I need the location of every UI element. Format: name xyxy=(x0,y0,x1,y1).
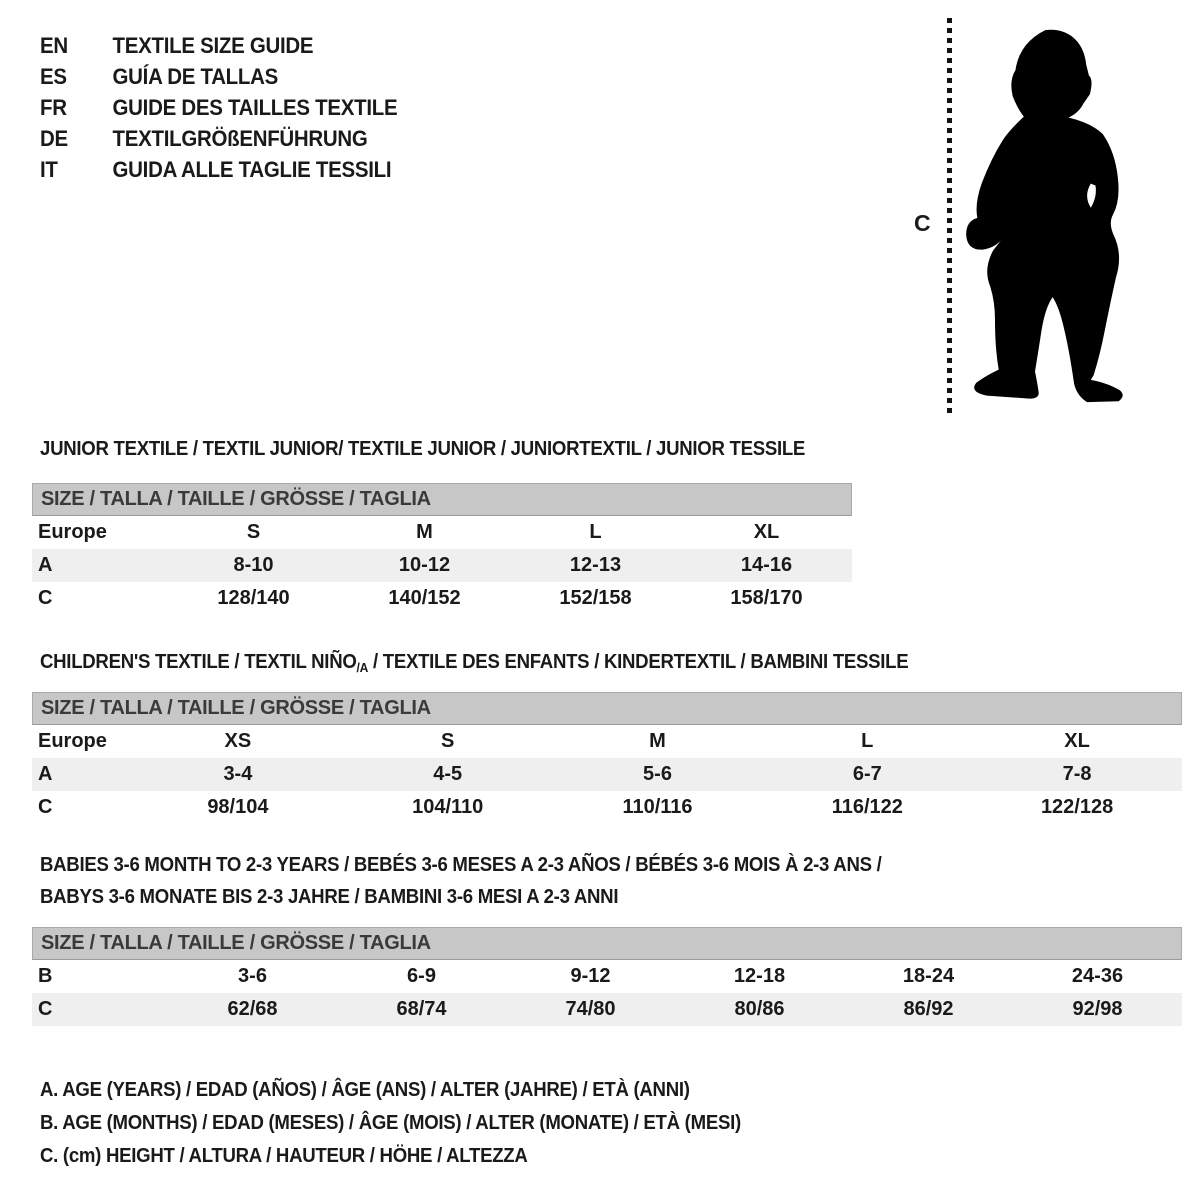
size-cell: 98/104 xyxy=(207,796,269,818)
size-cell: 86/92 xyxy=(903,998,954,1020)
size-column-header: XL xyxy=(753,521,780,543)
size-cell: 4-5 xyxy=(433,763,463,785)
size-cell: 12-18 xyxy=(733,965,786,987)
language-row-de xyxy=(40,123,397,154)
size-cell: 62/68 xyxy=(227,998,278,1020)
size-cell: 5-6 xyxy=(643,763,672,785)
language-title: GUÍA DE TALLAS xyxy=(112,64,278,89)
language-code: DE xyxy=(40,126,68,151)
legend-line-b: B. AGE (MONTHS) / EDAD (MESES) / ÂGE (MOIS) / ALTER (MONATE) / ETÀ (MESI) xyxy=(40,1112,741,1134)
table-row xyxy=(32,960,1182,993)
size-cell: 152/158 xyxy=(559,587,632,609)
size-cell: 7-8 xyxy=(1062,763,1092,785)
language-code: FR xyxy=(40,95,67,120)
size-column-header: L xyxy=(861,730,874,752)
row-label: C xyxy=(38,998,53,1020)
language-row-es xyxy=(40,61,397,92)
size-column-header: S xyxy=(441,730,455,752)
table-row xyxy=(32,582,852,615)
region-column-header: Europe xyxy=(38,521,107,543)
section-title-junior xyxy=(40,433,805,465)
babies-size-table xyxy=(32,927,1182,1026)
size-cell: 18-24 xyxy=(902,965,955,987)
size-column-header: XL xyxy=(1064,730,1090,752)
height-measure-label: C xyxy=(914,210,931,236)
size-column-header: S xyxy=(246,521,261,543)
size-cell: 110/116 xyxy=(622,796,693,818)
table-header-row xyxy=(32,725,1182,758)
legend-line-a: A. AGE (YEARS) / EDAD (AÑOS) / ÂGE (ANS) / ALTER (JAHRE) / ETÀ (ANNI) xyxy=(40,1079,690,1101)
size-header-bar: SIZE / TALLA / TAILLE / GRÖSSE / TAGLIA xyxy=(32,927,1182,960)
language-code: IT xyxy=(40,157,58,182)
row-label: B xyxy=(38,965,53,987)
size-cell: 12-13 xyxy=(569,554,622,576)
baby-silhouette-icon xyxy=(955,14,1155,422)
language-row-en xyxy=(40,30,397,61)
language-list xyxy=(40,30,397,185)
size-cell: 68/74 xyxy=(396,998,447,1020)
size-header-bar: SIZE / TALLA / TAILLE / GRÖSSE / TAGLIA xyxy=(32,483,852,516)
size-cell: 6-7 xyxy=(852,763,882,785)
region-column-header: Europe xyxy=(38,730,107,752)
row-label: A xyxy=(38,554,53,576)
row-label: C xyxy=(38,796,53,818)
size-cell: 3-6 xyxy=(238,965,267,987)
size-cell: 104/110 xyxy=(412,796,484,818)
height-measure-dashed-line xyxy=(947,18,952,416)
size-cell: 6-9 xyxy=(407,965,436,987)
table-row xyxy=(32,549,852,582)
size-cell: 80/86 xyxy=(734,998,785,1020)
language-row-fr xyxy=(40,92,397,123)
section-title-babies xyxy=(40,849,945,913)
size-cell: 9-12 xyxy=(570,965,611,987)
table-header-row xyxy=(32,516,852,549)
junior-size-table xyxy=(32,483,852,615)
section-title-children-post: / TEXTILE DES ENFANTS / KINDERTEXTIL / BAMBINI TESSILE xyxy=(368,651,909,673)
language-title: TEXTILGRÖßENFÜHRUNG xyxy=(112,126,368,151)
section-title-babies-line2: BABYS 3-6 MONATE BIS 2-3 JAHRE / BAMBINI 3-6 MESI A 2-3 ANNI xyxy=(40,886,619,908)
size-column-header: XS xyxy=(224,730,252,752)
size-cell: 158/170 xyxy=(730,587,803,609)
size-column-header: M xyxy=(416,521,433,543)
legend-line-c: C. (cm) HEIGHT / ALTURA / HAUTEUR / HÖHE / ALTEZZA xyxy=(40,1145,528,1167)
language-code: ES xyxy=(40,64,67,89)
size-cell: 140/152 xyxy=(388,587,461,609)
size-cell: 128/140 xyxy=(217,587,290,609)
language-title: TEXTILE SIZE GUIDE xyxy=(112,33,314,58)
size-column-header: L xyxy=(589,521,602,543)
legend xyxy=(40,1074,794,1173)
size-cell: 3-4 xyxy=(223,763,253,785)
table-row xyxy=(32,791,1182,824)
section-title-children-pre: CHILDREN'S TEXTILE / TEXTIL NIÑO xyxy=(40,651,357,673)
size-cell: 74/80 xyxy=(565,998,616,1020)
size-cell: 24-36 xyxy=(1071,965,1124,987)
size-cell: 116/122 xyxy=(831,796,903,818)
section-title-junior-text: JUNIOR TEXTILE / TEXTIL JUNIOR/ TEXTILE JUNIOR / JUNIORTEXTIL / JUNIOR TESSILE xyxy=(40,438,806,460)
size-cell: 14-16 xyxy=(740,554,793,576)
size-cell: 8-10 xyxy=(233,554,274,576)
size-column-header: M xyxy=(649,730,666,752)
language-row-it xyxy=(40,154,397,185)
size-cell: 122/128 xyxy=(1040,796,1114,818)
table-row xyxy=(32,758,1182,791)
children-size-table xyxy=(32,692,1182,824)
table-row xyxy=(32,993,1182,1026)
size-cell: 10-12 xyxy=(398,554,451,576)
size-cell: 92/98 xyxy=(1072,998,1123,1020)
row-label: A xyxy=(38,763,53,785)
language-code: EN xyxy=(40,33,68,58)
language-title: GUIDE DES TAILLES TEXTILE xyxy=(112,95,398,120)
row-label: C xyxy=(38,587,53,609)
language-title: GUIDA ALLE TAGLIE TESSILI xyxy=(112,157,392,182)
section-title-children-sub: /A xyxy=(356,660,369,675)
size-header-bar: SIZE / TALLA / TAILLE / GRÖSSE / TAGLIA xyxy=(32,692,1182,725)
section-title-children xyxy=(40,646,908,684)
section-title-babies-line1: BABIES 3-6 MONTH TO 2-3 YEARS / BEBÉS 3-6 MESES A 2-3 AÑOS / BÉBÉS 3-6 MOIS À 2-3 ANS / xyxy=(40,854,882,876)
